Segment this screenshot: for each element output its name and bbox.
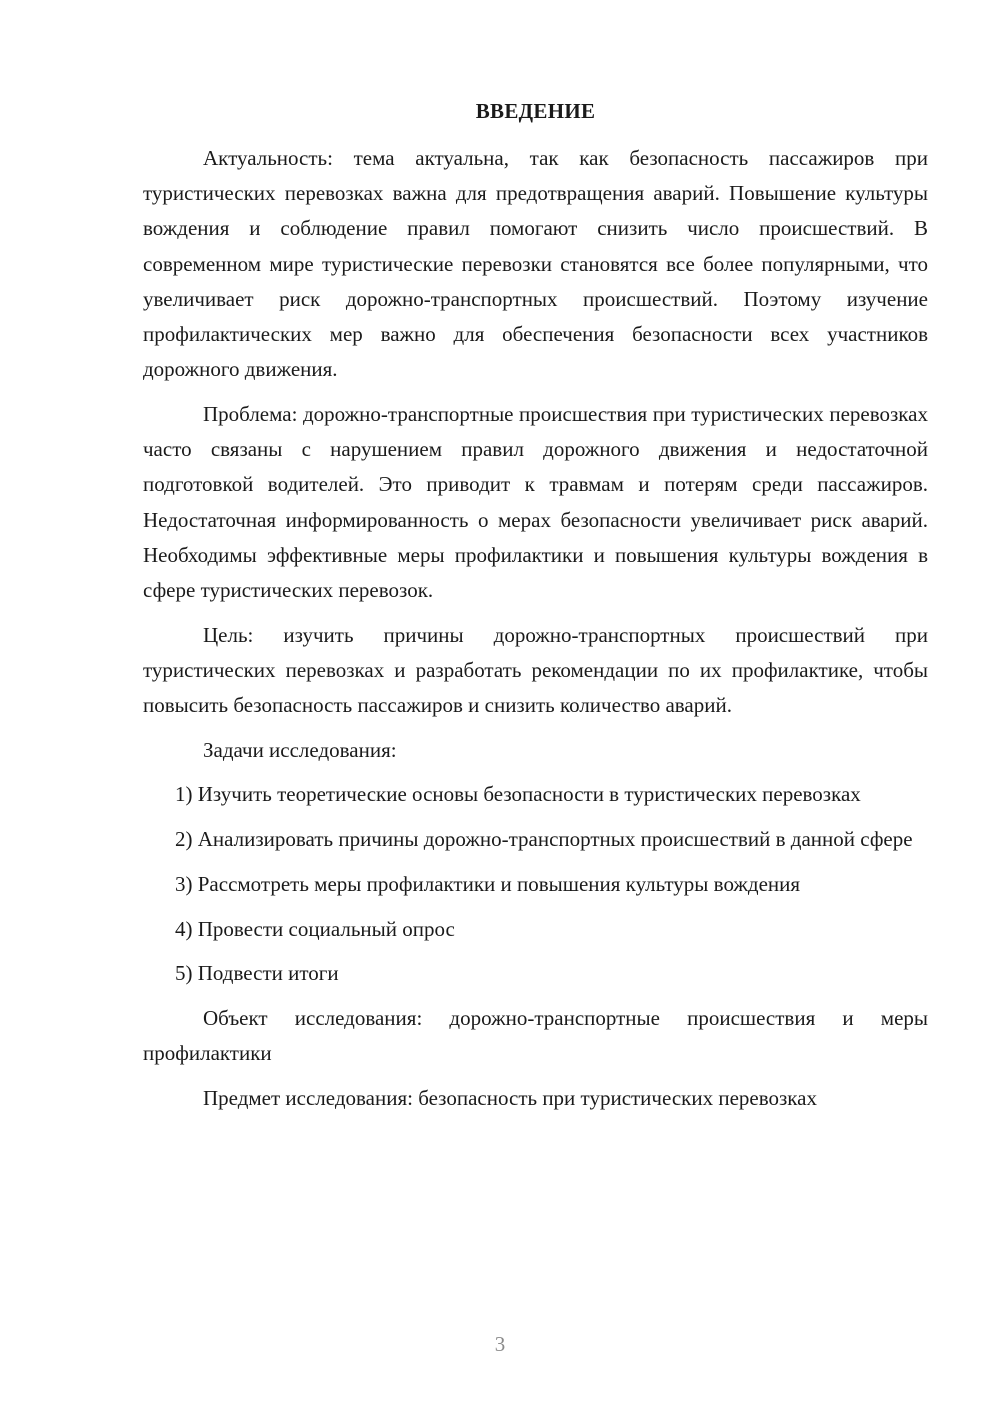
list-item: 4) Провести социальный опрос bbox=[175, 916, 455, 941]
subject-paragraph: Предмет исследования: безопасность при туристических перевозках bbox=[203, 1085, 817, 1110]
list-item: 1) Изучить теоретические основы безопасности в туристических перевозках bbox=[175, 782, 861, 807]
page-number: 3 bbox=[494, 1332, 506, 1356]
goal-paragraph: Цель: изучить причины дорожно-транспортных происшествий при туристических перевозках и разработать рекомендации по их профилактике, чтобы повысить безопасность пассажиров и снизить количество аварий. bbox=[143, 622, 928, 718]
list-item: 5) Подвести итоги bbox=[175, 961, 339, 986]
list-item: 3) Рассмотреть меры профилактики и повышения культуры вождения bbox=[175, 871, 801, 896]
tasks-list bbox=[143, 777, 928, 991]
document-page bbox=[143, 94, 928, 1126]
list-item: 2) Анализировать причины дорожно-транспортных происшествий в данной сфере bbox=[175, 827, 913, 852]
page-title: ВВЕДЕНИЕ bbox=[475, 99, 596, 123]
tasks-label: Задачи исследования: bbox=[203, 737, 397, 762]
relevance-paragraph: Актуальность: тема актуальна, так как безопасность пассажиров при туристических перевозках важна для предотвращения аварий. Повышение культуры вождения и соблюдение правил помогают снизить число происшествий. В современном мире туристические перевозки становятся все более популярными, что увеличивает риск дорожно-транспортных происшествий. Поэтому изучение профилактических мер важно для обеспечения безопасности всех участников дорожного движения. bbox=[143, 146, 928, 382]
object-paragraph: Объект исследования: дорожно-транспортные происшествия и меры профилактики bbox=[143, 1005, 928, 1066]
problem-paragraph: Проблема: дорожно-транспортные происшествия при туристических перевозках часто связаны с нарушением правил дорожного движения и недостаточной подготовкой водителей. Это приводит к травмам и потерям среди пассажиров. Недостаточная информированность о мерах безопасности увеличивает риск аварий. Необходимы эффективные меры профилактики и повышения культуры вождения в сфере туристических перевозок. bbox=[143, 401, 928, 602]
